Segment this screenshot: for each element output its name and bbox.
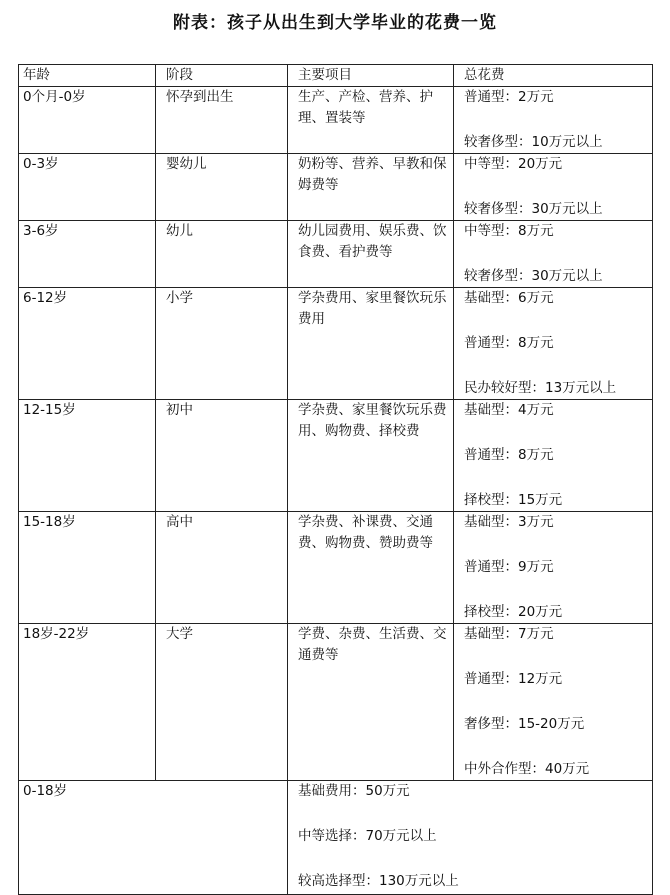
summary-cost-option: 中等选择：70万元以上 (298, 828, 437, 844)
cost-option: 基础型：4万元 (464, 402, 554, 418)
items-cell: 幼儿园费用、娱乐费、饮食费、看护费等 (288, 221, 454, 288)
table-row (19, 512, 653, 624)
cost-option: 普通型：9万元 (464, 559, 554, 575)
cost-option: 中外合作型：40万元 (464, 761, 590, 777)
age-cell: 6-12岁 (19, 288, 156, 400)
cost-table (18, 64, 653, 895)
cost-cell (454, 512, 653, 624)
age-cell: 12-15岁 (19, 400, 156, 512)
header-items: 主要项目 (288, 65, 454, 87)
cost-option: 较奢侈型：10万元以上 (464, 134, 603, 150)
cost-option: 择校型：15万元 (464, 492, 563, 508)
cost-cell (454, 288, 653, 400)
table-row (19, 624, 653, 781)
cost-option: 基础型：3万元 (464, 514, 554, 530)
stage-cell: 大学 (156, 624, 288, 781)
cost-cell (454, 154, 653, 221)
cost-cell (454, 624, 653, 781)
cost-cell (454, 87, 653, 154)
age-cell: 18岁-22岁 (19, 624, 156, 781)
summary-cost-option: 较高选择型：130万元以上 (298, 873, 459, 889)
stage-cell: 怀孕到出生 (156, 87, 288, 154)
header-total-cost: 总花费 (454, 65, 653, 87)
cost-cell (454, 400, 653, 512)
table-row (19, 154, 653, 221)
cost-option: 普通型：8万元 (464, 447, 554, 463)
table-row (19, 87, 653, 154)
items-cell: 学费、杂费、生活费、交通费等 (288, 624, 454, 781)
items-cell: 学杂费、补课费、交通费、购物费、赞助费等 (288, 512, 454, 624)
table-header-row (19, 65, 653, 87)
cost-option: 普通型：2万元 (464, 89, 554, 105)
cost-option: 中等型：20万元 (464, 156, 563, 172)
age-cell: 15-18岁 (19, 512, 156, 624)
table-row (19, 221, 653, 288)
age-cell: 0个月-0岁 (19, 87, 156, 154)
summary-row (19, 781, 653, 895)
cost-option: 普通型：12万元 (464, 671, 563, 687)
items-cell: 奶粉等、营养、早教和保姆费等 (288, 154, 454, 221)
cost-option: 较奢侈型：30万元以上 (464, 268, 603, 284)
stage-cell: 初中 (156, 400, 288, 512)
cost-option: 较奢侈型：30万元以上 (464, 201, 603, 217)
summary-cost-cell (288, 781, 653, 895)
cost-option: 择校型：20万元 (464, 604, 563, 620)
cost-cell (454, 221, 653, 288)
stage-cell: 婴幼儿 (156, 154, 288, 221)
summary-cost-option: 基础费用：50万元 (298, 783, 410, 799)
cost-option: 基础型：7万元 (464, 626, 554, 642)
table-row (19, 288, 653, 400)
stage-cell: 小学 (156, 288, 288, 400)
header-age: 年龄 (19, 65, 156, 87)
stage-cell: 幼儿 (156, 221, 288, 288)
age-cell: 0-3岁 (19, 154, 156, 221)
age-cell: 3-6岁 (19, 221, 156, 288)
cost-option: 中等型：8万元 (464, 223, 554, 239)
items-cell: 学杂费用、家里餐饮玩乐费用 (288, 288, 454, 400)
header-stage: 阶段 (156, 65, 288, 87)
table-row (19, 400, 653, 512)
items-cell: 学杂费、家里餐饮玩乐费用、购物费、择校费 (288, 400, 454, 512)
page-title: 附表：孩子从出生到大学毕业的花费一览 (173, 13, 497, 33)
stage-cell: 高中 (156, 512, 288, 624)
cost-option: 基础型：6万元 (464, 290, 554, 306)
cost-option: 民办较好型：13万元以上 (464, 380, 617, 396)
items-cell: 生产、产检、营养、护理、置装等 (288, 87, 454, 154)
cost-option: 普通型：8万元 (464, 335, 554, 351)
cost-option: 奢侈型：15-20万元 (464, 716, 585, 732)
summary-age-cell: 0-18岁 (19, 781, 288, 895)
